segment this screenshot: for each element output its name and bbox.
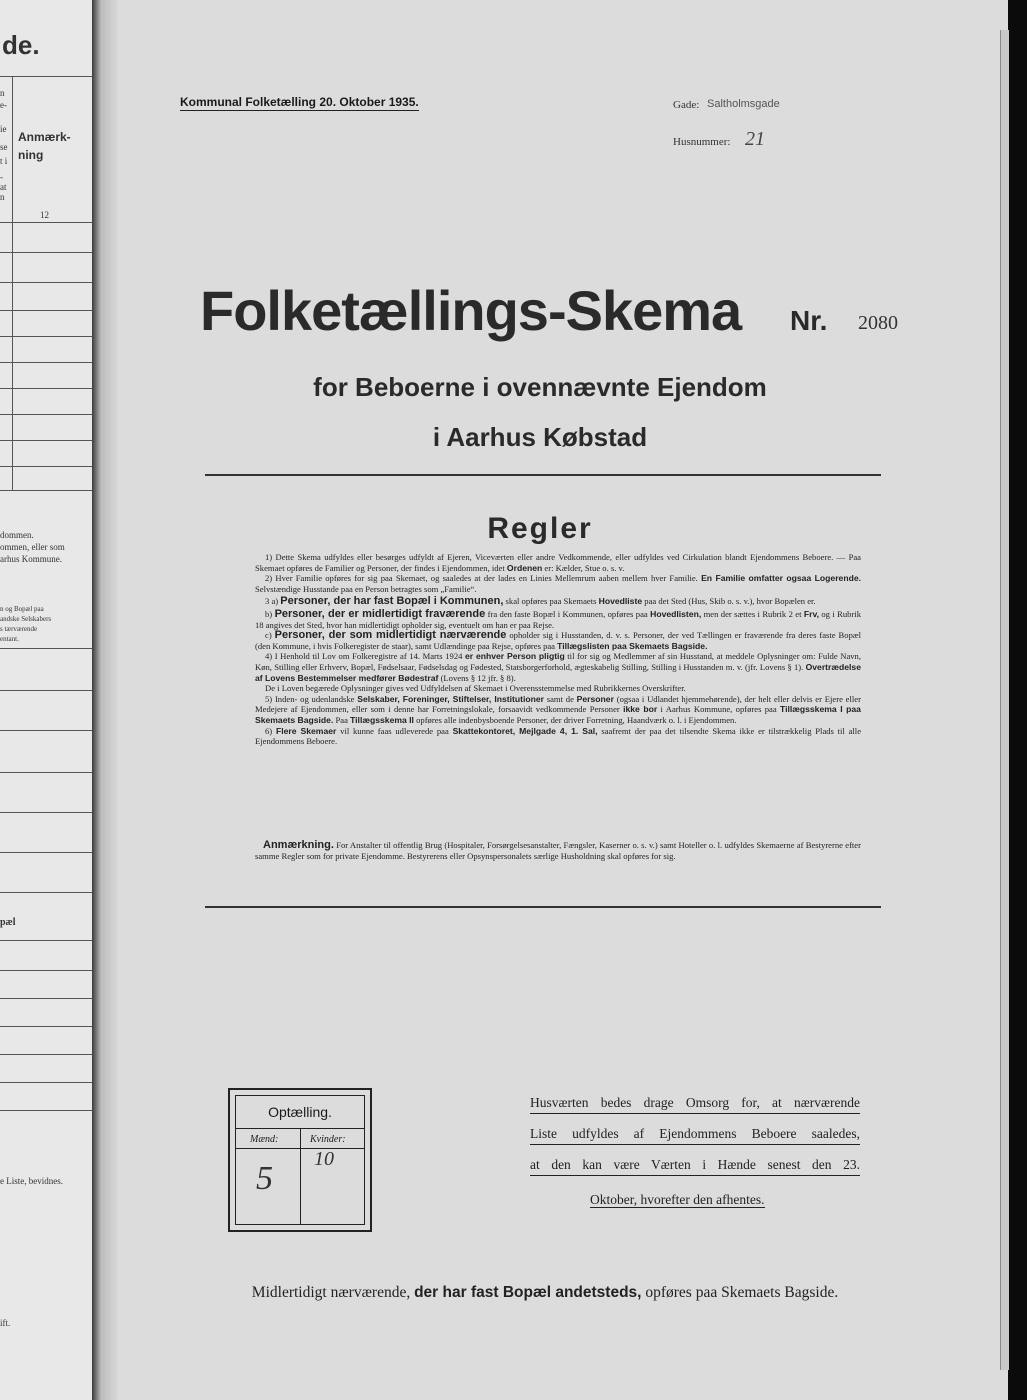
divider (0, 222, 92, 223)
column-head-fragment: ie (0, 124, 7, 134)
bottom-text: Midlertidigt nærværende, (251, 1284, 411, 1301)
bottom-text: opføres paa Skemaets Bagside. (645, 1284, 839, 1301)
divider (0, 892, 92, 893)
divider (205, 474, 881, 476)
divider (0, 970, 92, 971)
divider (0, 310, 92, 311)
form-title: Folketællings-Skema (200, 279, 742, 342)
column-head-fragment: e- (0, 100, 7, 110)
left-text-fragment: entant. (0, 635, 19, 643)
divider (0, 1110, 92, 1111)
rule-3a: 3 a) Personer, der har fast Bopæl i Kommunen, skal opføres paa Skemaets Hovedliste paa det Sted (Hus, Skib o. s. v.), hvor Bopælen er. (265, 595, 816, 608)
kvinder-count: 10 (314, 1148, 334, 1170)
divider (0, 1054, 92, 1055)
left-text-fragment: arhus Kommune. (0, 554, 62, 564)
divider (0, 1082, 92, 1083)
divider (0, 648, 92, 649)
column-head-fragment: n (0, 192, 5, 202)
divider (0, 940, 92, 941)
maend-count: 5 (256, 1160, 273, 1197)
divider (0, 336, 92, 337)
divider (0, 440, 92, 441)
form-number: 2080 (858, 312, 898, 334)
divider (0, 690, 92, 691)
rule-1: 1) Dette Skema udfyldes eller besørges udfyldt af Ejeren, Viceværten eller andre Vedkommende, eller udfyldes ved Cirkulation blandt Ejendommens Beboere. — Paa Skemaet opføres de Familier og Personer, der findes i Ejendommen, idet Ordenen er: Kælder, Stue o. s. v. (255, 552, 861, 573)
divider (0, 998, 92, 999)
anmaerkning-label: Anmærkning. (263, 839, 334, 851)
divider (300, 1128, 301, 1224)
column-number: 12 (40, 210, 49, 220)
column-head-fragment: se (0, 142, 8, 152)
divider (236, 1148, 364, 1149)
husnummer-label: Husnummer: (673, 136, 731, 148)
left-text-fragment: ift. (0, 1318, 11, 1328)
maend-label: Mænd: (250, 1134, 279, 1145)
divider (0, 362, 92, 363)
left-text-fragment: pæl (0, 917, 16, 928)
kommunal-header: Kommunal Folketælling 20. Oktober 1935. (180, 95, 419, 109)
bottom-instruction (200, 1284, 890, 1302)
subtitle-aarhus: i Aarhus Købstad (432, 422, 648, 452)
column-head-fragment: at (0, 182, 7, 192)
divider (205, 906, 881, 908)
nr-label: Nr. (790, 305, 828, 336)
divider (0, 852, 92, 853)
rule-3b: b) Personer, der er midlertidigt fraværende fra den faste Bopæl i Kommunen, opføres paa Hovedlisten, men der sættes i Rubrik 2 et Frv, og i Rubrik 18 angives det Sted, hvor han midlertidigt opholder sig, eventuelt om han er paa Rejse. (255, 607, 861, 630)
left-page-title: de. (2, 30, 40, 60)
divider (0, 76, 92, 77)
rule-4-note: De i Loven begærede Oplysninger gives ved Udfyldelsen af Skemaet i Overensstemmelse med Rubrikkernes Overskrifter. (265, 683, 686, 694)
divider (0, 466, 92, 467)
left-text-fragment: ommen, eller som (0, 542, 65, 552)
anmaerkning-text: For Anstalter til offentlig Brug (Hospitaler, Forsørgelsesanstalter, Fængsler, Kaserner o. s. v.) samt Hoteller o. l. udfyldes Skemaerne af Bestyrerne efter samme Regler som for private Ejendomme. Bestyrerens eller Opsynspersonalets særlige Husholdning skal opføres for sig. (255, 840, 861, 861)
book-gutter (92, 0, 118, 1400)
rule-5: 5) Inden- og udenlandske Selskaber, Foreninger, Stiftelser, Institutioner samt de Personer (ogsaa i Udlandet hjemmehørende), der helt eller delvis er Ejere eller Medejere af Ejendommen, eller som i denne har Forretningslokale, forsaavidt vedkommende Personer ikke bor i Aarhus Kommune, opføres paa Tillægsskema I paa Skemaets Bagside. Paa Tillægsskema II opføres alle indenbysboende Personer, der driver Forretning, Haandværk o. l. i Ejendommen. (255, 693, 861, 725)
anmaerkning-note (255, 840, 861, 862)
divider (0, 1026, 92, 1027)
left-text-fragment: s tærværende (0, 625, 38, 633)
column-head-fragment: t i (0, 156, 8, 166)
notice-line: at den kan være Værten i Hænde senest den 23. (530, 1154, 860, 1176)
divider (0, 282, 92, 283)
divider (0, 730, 92, 731)
left-text-fragment: n og Bopæl paa (0, 605, 44, 613)
bottom-text-bold: der har fast Bopæl andetsteds, (414, 1284, 642, 1301)
rule-6: 6) Flere Skemaer vil kunne faas udleverede paa Skattekontoret, Mejlgade 4, 1. Sal, saafremt der paa det tilsendte Skema ikke er tilstrækkelig Plads til alle Ejendommens Beboere. (255, 725, 862, 747)
rules-text (255, 552, 861, 747)
gade-label: Gade: (673, 99, 700, 111)
left-text-fragment: e Liste, bevidnes. (0, 1176, 63, 1186)
rule-4: 4) I Henhold til Lov om Folkeregistre af 14. Marts 1924 er enhver Person pligtig til for sig og Medlemmer af sin Husstand, at meddele Oplysninger om: Fulde Navn, Køn, Stilling eller Erhverv, Bopæl, Fødselsaar, Fødselsdag og Fødested, Statsborgerforhold, ægteskabelig Stilling, Stilling i Husstanden m. v. (jfr. Lovens § 1). Overtrædelse af Lovens Bestemmelser medfører Bødestraf (Lovens § 12 jfr. § 8). (255, 651, 862, 683)
left-text-fragment: dommen. (0, 530, 34, 540)
divider (0, 388, 92, 389)
left-text-fragment: andske Selskabers (0, 615, 52, 623)
husnummer-value: 21 (745, 128, 765, 150)
divider (0, 812, 92, 813)
regler-heading: Regler (487, 512, 593, 545)
optaelling-box (228, 1088, 372, 1232)
anmaerkning-column-label: Anmærk- ning (18, 130, 71, 162)
notice-line: Husværten bedes drage Omsorg for, at nærværende (530, 1092, 860, 1114)
landlord-notice (530, 1092, 860, 1219)
kvinder-label: Kvinder: (310, 1134, 346, 1145)
left-page-fragment (0, 0, 92, 1400)
notice-line: Liste udfyldes af Ejendommens Beboere saaledes, (530, 1123, 860, 1145)
subtitle-beboerne: for Beboerne i ovennævnte Ejendom (313, 372, 767, 402)
column-head-fragment: n (0, 88, 5, 98)
gade-value: Saltholmsgade (707, 98, 780, 110)
page-edge (1000, 30, 1009, 1370)
rule-2: 2) Hver Familie opføres for sig paa Skemaet, og saaledes at der lades en Linies Mellemrum aaben mellem hver Familie. En Familie omfatter ogsaa Logerende. Selvstændige Husstande paa en Person betragtes som „Familie“. (255, 573, 861, 594)
column-head-fragment: - (0, 172, 3, 182)
divider (0, 414, 92, 415)
rule-3c: c) Personer, der som midlertidigt nærværende opholder sig i Husstanden, d. v. s. Personer, der ved Tællingen er fraværende fra deres faste Bopæl (den Kommune, i hvis Folkeregister de staar), samt Udlændinge paa Rejse, opføres paa Tillægslisten paa Skemaets Bagside. (255, 629, 861, 651)
divider (12, 76, 13, 490)
divider (0, 772, 92, 773)
divider (0, 252, 92, 253)
divider (0, 490, 92, 491)
optaelling-inner-frame (235, 1095, 365, 1225)
optaelling-header: Optælling. (268, 1104, 332, 1120)
notice-line: Oktober, hvorefter den afhentes. (590, 1192, 765, 1207)
